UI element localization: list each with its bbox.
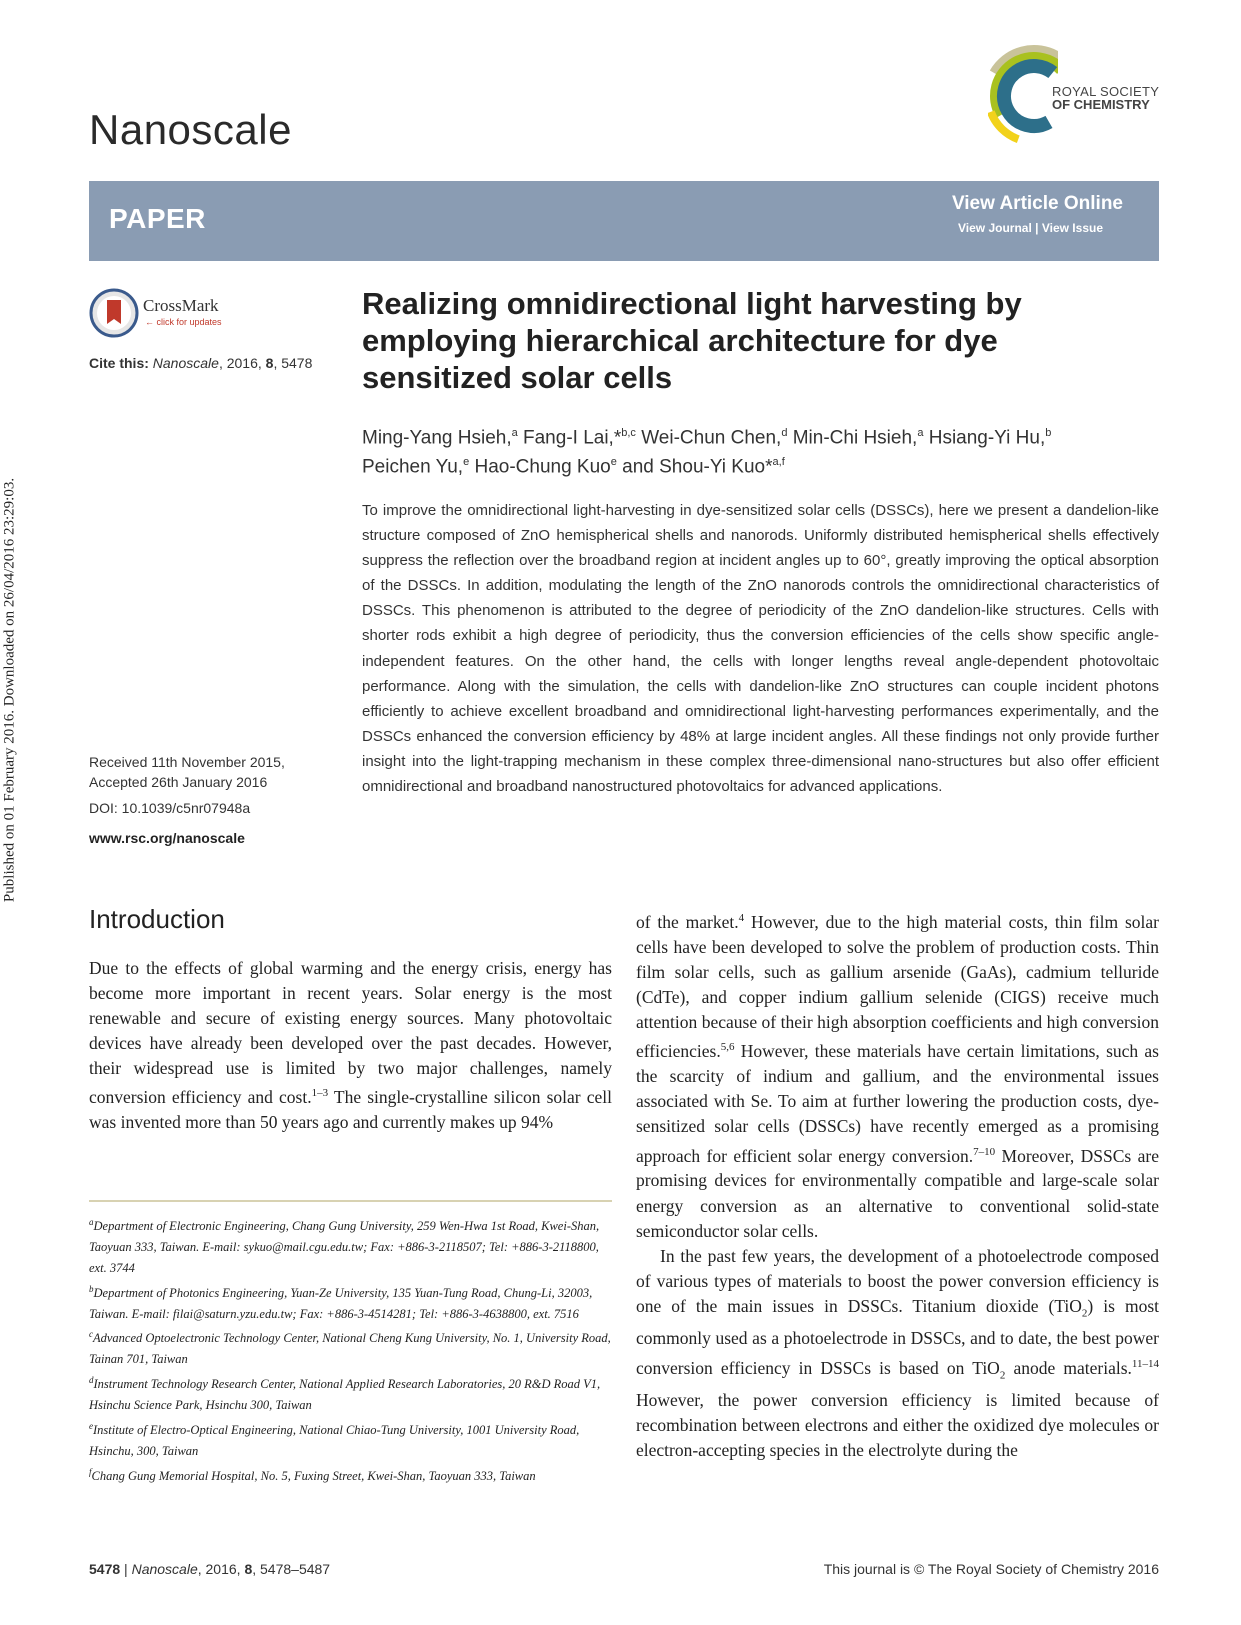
footer-copyright: This journal is © The Royal Society of Chemistry 2016	[823, 1561, 1159, 1577]
citation-ref[interactable]: 5,6	[720, 1041, 735, 1054]
footer-sep: |	[120, 1561, 132, 1577]
footnote-mark: a	[89, 1217, 94, 1227]
crossmark-name: CrossMark	[143, 296, 219, 315]
footnote-text: Advanced Optoelectronic Technology Center, National Cheng Kung University, No. 1, University Road, Tainan 701, Taiwan	[89, 1331, 611, 1367]
journal-title: Nanoscale	[89, 106, 292, 153]
view-journal-link[interactable]: View Journal	[957, 221, 1032, 235]
journal-url[interactable]: www.rsc.org/nanoscale	[89, 830, 245, 846]
cite-page: , 5478	[273, 355, 313, 371]
body-column-left	[89, 956, 612, 1135]
footnote	[89, 1212, 612, 1279]
paragraph-text: However, due to the high material costs, thin film solar cells have been developed to solve the problem of production costs. Thin film solar cells, such as gallium arsenide (GaAs), cadmium telluride (CdTe), and copper indium gallium selenide (CIGS) receive much attention because of their high absorption coefficients and high conversion efficiencies.	[636, 911, 1159, 1062]
cite-prefix: Cite this:	[89, 355, 149, 371]
cite-year: , 2016,	[218, 355, 266, 371]
accepted-date: Accepted 26th January 2016	[89, 774, 268, 790]
author: Peichen Yu,	[362, 456, 464, 478]
page-number: 5478	[89, 1561, 121, 1577]
view-article-online-link[interactable]: View Article Online	[951, 193, 1123, 214]
footnote-text: Instrument Technology Research Center, National Applied Research Laboratories, 20 R&D Road V1, Hsinchu Science Park, Hsinchu 300, Taiwan	[89, 1377, 601, 1412]
footnote-mark: c	[89, 1329, 93, 1340]
crossmark-badge[interactable]	[89, 288, 229, 340]
author-affiliation: a,f	[772, 456, 785, 469]
footnote-text: Department of Electronic Engineering, Chang Gung University, 259 Wen-Hwa 1st Road, Kwei-Shan, Taoyuan 333, Taiwan. E-mail: sykuo@mail.cgu.edu.tw; Fax: +886-3-2118507; Tel: +886-3-2118800, ext. 3744	[89, 1219, 600, 1275]
cite-volume: 8	[265, 355, 274, 371]
citation-ref[interactable]: 7–10	[973, 1145, 996, 1158]
author-affiliation: a	[511, 427, 518, 439]
paragraph-text: However, the power conversion efficiency is limited because of recombination between electrons and either the oxidized dye molecules or electron-accepting species in the electrolyte during the	[636, 1390, 1159, 1461]
author: and Shou-Yi Kuo*	[616, 456, 773, 478]
footnote-mark: f	[89, 1466, 92, 1477]
paragraph-text: However, these materials have certain limitations, such as the scarcity of indium and gallium, and the environmental issues associated with Se. To aim at further lowering the production costs, dye-sensitized solar cells (DSSCs) have recently emerged as a promising approach for efficient solar energy conversion.	[636, 1041, 1159, 1166]
author: Min-Chi Hsieh,	[787, 427, 918, 449]
crossmark-icon	[89, 288, 139, 338]
paragraph-text: Due to the effects of global warming and the energy crisis, energy has become more important in recent years. Solar energy is the most renewable and secure of existing energy sources. Many photovoltaic devices have already been developed over the past decades. However, their widespread use is limited by two major challenges, namely conversion efficiency and cost.	[89, 958, 612, 1108]
doi[interactable]: DOI: 10.1039/c5nr07948a	[89, 800, 251, 816]
author: Hsiang-Yi Hu,	[923, 427, 1046, 449]
section-heading-introduction: Introduction	[89, 904, 225, 934]
crossmark-sub-text: click for updates	[156, 317, 222, 327]
author: Hao-Chung Kuo	[469, 456, 611, 478]
footnote	[89, 1462, 612, 1487]
affiliation-footnotes	[89, 1212, 612, 1487]
citation-ref[interactable]: 1–3	[311, 1087, 329, 1100]
footer-range: , 5478–5487	[252, 1561, 331, 1577]
footnote	[89, 1416, 612, 1462]
author-affiliation: a	[917, 427, 924, 439]
rsc-logo-mark	[988, 40, 1058, 152]
paragraph-text: anode materials.	[1005, 1357, 1132, 1378]
paragraph	[636, 1244, 1159, 1464]
paragraph-text: of the market.	[636, 911, 739, 932]
author-affiliation: d	[781, 427, 788, 439]
footnote-divider	[89, 1200, 612, 1202]
paragraph-text: ) is most commonly used as a photoelectrode in DSSCs, and to date, the best power conversion efficiency in DSSCs is based on TiO	[636, 1295, 1159, 1378]
dates	[89, 752, 285, 792]
view-links	[958, 221, 1103, 235]
article-title: Realizing omnidirectional light harvesting by employing hierarchical architecture for dye sensitized solar cells	[362, 286, 1022, 395]
author: Wei-Chun Chen,	[635, 427, 782, 449]
paragraph	[636, 906, 1159, 1244]
citation-ref[interactable]: 4	[738, 912, 745, 924]
footer-citation	[89, 1561, 330, 1577]
author: Fang-I Lai,*	[517, 427, 622, 449]
article-type-banner	[89, 181, 1159, 261]
paragraph	[89, 956, 612, 1135]
author-affiliation: e	[463, 456, 470, 469]
paragraph-text: The single-crystalline silicon solar cell was invented more than 50 years ago and currently makes up 94%	[89, 1087, 612, 1133]
footnote	[89, 1370, 612, 1416]
subscript: 2	[999, 1368, 1006, 1381]
footer-year: , 2016,	[197, 1561, 245, 1577]
footnote-text: Department of Photonics Engineering, Yuan-Ze University, 135 Yuan-Tung Road, Chung-Li, 32003, Taiwan. E-mail: filai@saturn.yzu.edu.tw; Fax: +886-3-4514281; Tel: +886-3-4638800, ext. 7516	[89, 1285, 593, 1321]
crossmark-sub: ← click for updates	[145, 317, 222, 327]
footnote-mark: d	[89, 1375, 94, 1386]
footnote	[89, 1324, 612, 1370]
cite-journal: Nanoscale	[152, 355, 219, 371]
author-affiliation: b	[1045, 427, 1052, 439]
footer-volume: 8	[244, 1561, 253, 1577]
body-column-right	[636, 906, 1159, 1463]
author-affiliation: e	[610, 456, 617, 469]
author-affiliation: b,c	[621, 427, 636, 439]
paragraph-text: In the past few years, the development of a photoelectrode composed of various types of materials to boost the power conversion efficiency is one of the main issues in DSSCs. Titanium dioxide (TiO	[636, 1245, 1159, 1316]
cite-this	[89, 355, 312, 371]
download-stamp	[0, 0, 20, 1625]
rsc-logo[interactable]	[988, 40, 1164, 152]
paragraph-text: Moreover, DSSCs are promising devices for environmentally compatible and large-scale solar energy conversion as an alternative to conventional solid-state semiconductor solar cells.	[636, 1145, 1159, 1241]
footnote-mark: b	[89, 1283, 94, 1294]
author-list	[362, 421, 1162, 480]
abstract: To improve the omnidirectional light-harvesting in dye-sensitized solar cells (DSSCs), here we present a dandelion-like structure composed of ZnO hemispherical shells and nanorods. Uniformly distributed hemispherical shells effectively suppress the reflection over the broadband region at incident angles up to 60°, greatly improving the optical absorption of the DSSCs. In addition, modulating the length of the ZnO nanorods controls the omnidirectional characteristics of DSSCs. This phenomenon is attributed to the degree of periodicity of the ZnO dandelion-like structures. Cells with shorter rods exhibit a high degree of periodicity, thus the conversion efficiencies of the cells show specific angle-independent features. On the other hand, the cells with longer lengths reveal angle-dependent photovoltaic performance. Along with the simulation, the cells with dandelion-like ZnO structures can couple incident photons efficiently to achieve excellent broadband and omnidirectional light-harvesting performances experimentally, and the DSSCs enhanced the conversion efficiency by 48% at large incident angles. All these findings not only provide further insight into the light-trapping mechanism in these complex three-dimensional nano-structures but also offer efficient omnidirectional and broadband nanostructured photovoltaics for advanced applications.	[362, 502, 1159, 796]
footnote-text: Institute of Electro-Optical Engineering, National Chiao-Tung University, 1001 University Road, Hsinchu, 300, Taiwan	[89, 1422, 580, 1458]
publisher-line-2: OF CHEMISTRY	[1052, 97, 1150, 112]
download-stamp-text: Published on 01 February 2016. Downloaded on 26/04/2016 23:29:03.	[1, 477, 18, 903]
citation-ref[interactable]: 11–14	[1131, 1357, 1159, 1370]
article-type-label: PAPER	[109, 203, 206, 234]
received-date: Received 11th November 2015,	[89, 754, 285, 770]
publisher-line-1: ROYAL SOCIETY	[1052, 84, 1160, 99]
subscript: 2	[1081, 1307, 1088, 1320]
link-separator: |	[1035, 221, 1039, 235]
footer-journal: Nanoscale	[131, 1561, 198, 1577]
footnote-text: Chang Gung Memorial Hospital, No. 5, Fuxing Street, Kwei-Shan, Taoyuan 333, Taiwan	[91, 1468, 536, 1483]
footnote	[89, 1279, 612, 1325]
view-issue-link[interactable]: View Issue	[1041, 221, 1103, 235]
footnote-mark: e	[89, 1420, 93, 1431]
author: Ming-Yang Hsieh,	[362, 427, 512, 449]
